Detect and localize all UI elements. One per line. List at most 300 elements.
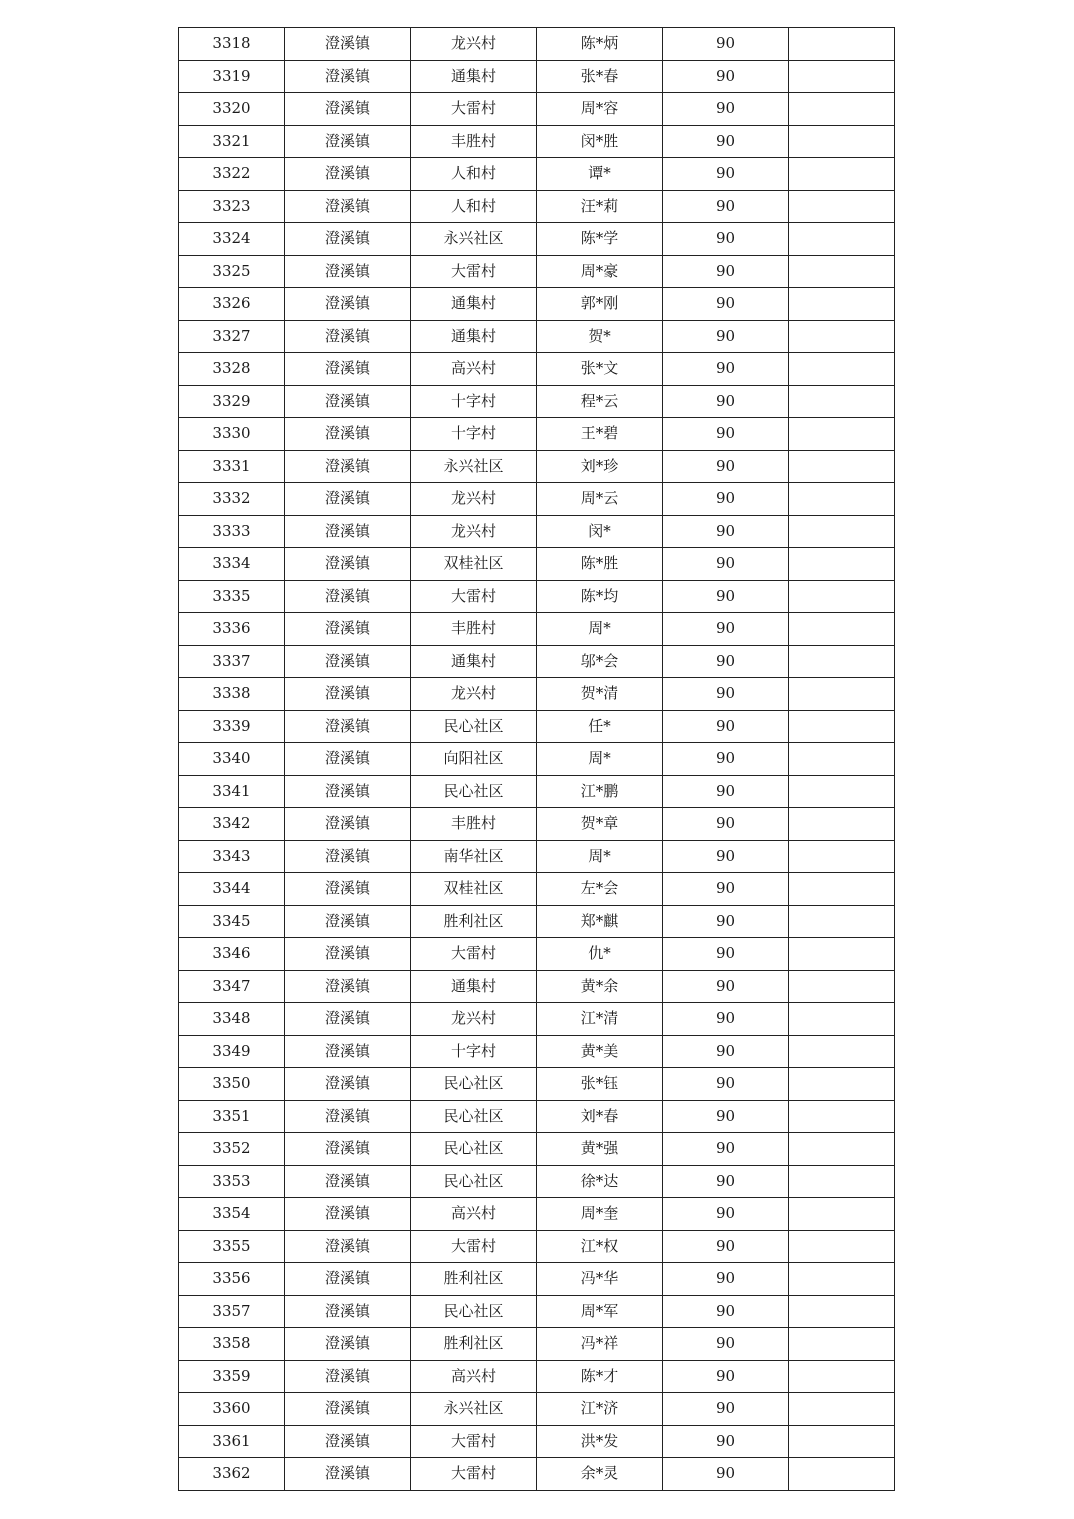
- note-cell: [789, 223, 895, 256]
- table-row: [179, 1458, 895, 1491]
- town-cell: 澄溪镇: [285, 1068, 411, 1101]
- table-row: [179, 710, 895, 743]
- village-cell: 龙兴村: [411, 678, 537, 711]
- town-cell: 澄溪镇: [285, 418, 411, 451]
- town-cell: 澄溪镇: [285, 1230, 411, 1263]
- amount-cell: 90: [663, 840, 789, 873]
- town-cell: 澄溪镇: [285, 450, 411, 483]
- row-number-cell: 3360: [179, 1393, 285, 1426]
- row-number-cell: 3324: [179, 223, 285, 256]
- note-cell: [789, 1003, 895, 1036]
- town-cell: 澄溪镇: [285, 938, 411, 971]
- row-number-cell: 3342: [179, 808, 285, 841]
- name-cell: 左*会: [537, 873, 663, 906]
- note-cell: [789, 1328, 895, 1361]
- note-cell: [789, 938, 895, 971]
- name-cell: 闵*: [537, 515, 663, 548]
- row-number-cell: 3346: [179, 938, 285, 971]
- amount-cell: 90: [663, 1068, 789, 1101]
- row-number-cell: 3333: [179, 515, 285, 548]
- town-cell: 澄溪镇: [285, 158, 411, 191]
- row-number-cell: 3329: [179, 385, 285, 418]
- town-cell: 澄溪镇: [285, 1263, 411, 1296]
- town-cell: 澄溪镇: [285, 288, 411, 321]
- note-cell: [789, 645, 895, 678]
- row-number-cell: 3325: [179, 255, 285, 288]
- name-cell: 周*: [537, 840, 663, 873]
- table-row: [179, 28, 895, 61]
- note-cell: [789, 385, 895, 418]
- amount-cell: 90: [663, 515, 789, 548]
- table-row: [179, 1360, 895, 1393]
- row-number-cell: 3356: [179, 1263, 285, 1296]
- village-cell: 大雷村: [411, 1425, 537, 1458]
- note-cell: [789, 1100, 895, 1133]
- town-cell: 澄溪镇: [285, 353, 411, 386]
- amount-cell: 90: [663, 938, 789, 971]
- note-cell: [789, 1425, 895, 1458]
- town-cell: 澄溪镇: [285, 1458, 411, 1491]
- note-cell: [789, 515, 895, 548]
- amount-cell: 90: [663, 1165, 789, 1198]
- table-row: [179, 223, 895, 256]
- name-cell: 江*济: [537, 1393, 663, 1426]
- table-row: [179, 743, 895, 776]
- row-number-cell: 3334: [179, 548, 285, 581]
- name-cell: 王*碧: [537, 418, 663, 451]
- name-cell: 贺*清: [537, 678, 663, 711]
- village-cell: 大雷村: [411, 580, 537, 613]
- row-number-cell: 3354: [179, 1198, 285, 1231]
- table-row: [179, 1003, 895, 1036]
- name-cell: 周*: [537, 613, 663, 646]
- note-cell: [789, 710, 895, 743]
- village-cell: 通集村: [411, 645, 537, 678]
- village-cell: 人和村: [411, 158, 537, 191]
- town-cell: 澄溪镇: [285, 840, 411, 873]
- table-row: [179, 255, 895, 288]
- row-number-cell: 3323: [179, 190, 285, 223]
- row-number-cell: 3344: [179, 873, 285, 906]
- town-cell: 澄溪镇: [285, 1328, 411, 1361]
- note-cell: [789, 1393, 895, 1426]
- village-cell: 高兴村: [411, 353, 537, 386]
- table-row: [179, 288, 895, 321]
- town-cell: 澄溪镇: [285, 1100, 411, 1133]
- name-cell: 刘*春: [537, 1100, 663, 1133]
- amount-cell: 90: [663, 1328, 789, 1361]
- village-cell: 高兴村: [411, 1198, 537, 1231]
- amount-cell: 90: [663, 93, 789, 126]
- name-cell: 陈*均: [537, 580, 663, 613]
- name-cell: 仇*: [537, 938, 663, 971]
- village-cell: 高兴村: [411, 1360, 537, 1393]
- town-cell: 澄溪镇: [285, 1198, 411, 1231]
- table-row: [179, 93, 895, 126]
- note-cell: [789, 1035, 895, 1068]
- note-cell: [789, 60, 895, 93]
- town-cell: 澄溪镇: [285, 775, 411, 808]
- table-row: [179, 418, 895, 451]
- amount-cell: 90: [663, 1100, 789, 1133]
- village-cell: 民心社区: [411, 1295, 537, 1328]
- town-cell: 澄溪镇: [285, 1393, 411, 1426]
- village-cell: 民心社区: [411, 775, 537, 808]
- town-cell: 澄溪镇: [285, 645, 411, 678]
- town-cell: 澄溪镇: [285, 515, 411, 548]
- amount-cell: 90: [663, 1035, 789, 1068]
- name-cell: 黄*美: [537, 1035, 663, 1068]
- town-cell: 澄溪镇: [285, 190, 411, 223]
- amount-cell: 90: [663, 288, 789, 321]
- amount-cell: 90: [663, 1360, 789, 1393]
- amount-cell: 90: [663, 223, 789, 256]
- row-number-cell: 3355: [179, 1230, 285, 1263]
- amount-cell: 90: [663, 905, 789, 938]
- name-cell: 黄*余: [537, 970, 663, 1003]
- table-row: [179, 808, 895, 841]
- town-cell: 澄溪镇: [285, 1133, 411, 1166]
- name-cell: 陈*学: [537, 223, 663, 256]
- name-cell: 周*云: [537, 483, 663, 516]
- town-cell: 澄溪镇: [285, 320, 411, 353]
- row-number-cell: 3330: [179, 418, 285, 451]
- table-row: [179, 645, 895, 678]
- town-cell: 澄溪镇: [285, 125, 411, 158]
- table-row: [179, 1263, 895, 1296]
- name-cell: 冯*祥: [537, 1328, 663, 1361]
- note-cell: [789, 28, 895, 61]
- note-cell: [789, 93, 895, 126]
- name-cell: 冯*华: [537, 1263, 663, 1296]
- table-row: [179, 1425, 895, 1458]
- table-row: [179, 385, 895, 418]
- village-cell: 永兴社区: [411, 223, 537, 256]
- row-number-cell: 3321: [179, 125, 285, 158]
- row-number-cell: 3350: [179, 1068, 285, 1101]
- note-cell: [789, 1068, 895, 1101]
- amount-cell: 90: [663, 775, 789, 808]
- amount-cell: 90: [663, 548, 789, 581]
- note-cell: [789, 1263, 895, 1296]
- table-row: [179, 1165, 895, 1198]
- table-row: [179, 905, 895, 938]
- village-cell: 双桂社区: [411, 548, 537, 581]
- village-cell: 民心社区: [411, 1068, 537, 1101]
- town-cell: 澄溪镇: [285, 1360, 411, 1393]
- amount-cell: 90: [663, 60, 789, 93]
- amount-cell: 90: [663, 710, 789, 743]
- village-cell: 十字村: [411, 1035, 537, 1068]
- town-cell: 澄溪镇: [285, 808, 411, 841]
- amount-cell: 90: [663, 1003, 789, 1036]
- row-number-cell: 3337: [179, 645, 285, 678]
- name-cell: 刘*珍: [537, 450, 663, 483]
- town-cell: 澄溪镇: [285, 613, 411, 646]
- name-cell: 周*: [537, 743, 663, 776]
- town-cell: 澄溪镇: [285, 1003, 411, 1036]
- town-cell: 澄溪镇: [285, 28, 411, 61]
- name-cell: 汪*莉: [537, 190, 663, 223]
- row-number-cell: 3362: [179, 1458, 285, 1491]
- table-row: [179, 320, 895, 353]
- town-cell: 澄溪镇: [285, 1425, 411, 1458]
- village-cell: 民心社区: [411, 1100, 537, 1133]
- table-row: [179, 1393, 895, 1426]
- row-number-cell: 3318: [179, 28, 285, 61]
- village-cell: 人和村: [411, 190, 537, 223]
- town-cell: 澄溪镇: [285, 905, 411, 938]
- name-cell: 张*文: [537, 353, 663, 386]
- note-cell: [789, 1133, 895, 1166]
- row-number-cell: 3349: [179, 1035, 285, 1068]
- note-cell: [789, 548, 895, 581]
- name-cell: 洪*发: [537, 1425, 663, 1458]
- note-cell: [789, 1458, 895, 1491]
- row-number-cell: 3347: [179, 970, 285, 1003]
- name-cell: 周*容: [537, 93, 663, 126]
- row-number-cell: 3331: [179, 450, 285, 483]
- town-cell: 澄溪镇: [285, 873, 411, 906]
- roster-table: [178, 27, 895, 1491]
- note-cell: [789, 905, 895, 938]
- village-cell: 龙兴村: [411, 1003, 537, 1036]
- name-cell: 江*权: [537, 1230, 663, 1263]
- village-cell: 双桂社区: [411, 873, 537, 906]
- amount-cell: 90: [663, 678, 789, 711]
- table-row: [179, 125, 895, 158]
- amount-cell: 90: [663, 808, 789, 841]
- village-cell: 丰胜村: [411, 125, 537, 158]
- table-row: [179, 60, 895, 93]
- town-cell: 澄溪镇: [285, 60, 411, 93]
- village-cell: 大雷村: [411, 255, 537, 288]
- row-number-cell: 3361: [179, 1425, 285, 1458]
- amount-cell: 90: [663, 320, 789, 353]
- note-cell: [789, 158, 895, 191]
- village-cell: 大雷村: [411, 1458, 537, 1491]
- note-cell: [789, 255, 895, 288]
- name-cell: 周*奎: [537, 1198, 663, 1231]
- name-cell: 贺*章: [537, 808, 663, 841]
- note-cell: [789, 743, 895, 776]
- amount-cell: 90: [663, 613, 789, 646]
- town-cell: 澄溪镇: [285, 1165, 411, 1198]
- village-cell: 龙兴村: [411, 515, 537, 548]
- village-cell: 通集村: [411, 60, 537, 93]
- village-cell: 丰胜村: [411, 808, 537, 841]
- amount-cell: 90: [663, 28, 789, 61]
- table-row: [179, 1100, 895, 1133]
- table-row: [179, 970, 895, 1003]
- name-cell: 张*春: [537, 60, 663, 93]
- name-cell: 陈*才: [537, 1360, 663, 1393]
- village-cell: 南华社区: [411, 840, 537, 873]
- town-cell: 澄溪镇: [285, 385, 411, 418]
- note-cell: [789, 678, 895, 711]
- row-number-cell: 3322: [179, 158, 285, 191]
- village-cell: 永兴社区: [411, 450, 537, 483]
- town-cell: 澄溪镇: [285, 970, 411, 1003]
- note-cell: [789, 775, 895, 808]
- name-cell: 陈*胜: [537, 548, 663, 581]
- amount-cell: 90: [663, 743, 789, 776]
- town-cell: 澄溪镇: [285, 93, 411, 126]
- row-number-cell: 3326: [179, 288, 285, 321]
- note-cell: [789, 613, 895, 646]
- village-cell: 胜利社区: [411, 905, 537, 938]
- town-cell: 澄溪镇: [285, 1035, 411, 1068]
- row-number-cell: 3319: [179, 60, 285, 93]
- amount-cell: 90: [663, 158, 789, 191]
- amount-cell: 90: [663, 1295, 789, 1328]
- note-cell: [789, 1165, 895, 1198]
- table-row: [179, 1295, 895, 1328]
- village-cell: 民心社区: [411, 1133, 537, 1166]
- row-number-cell: 3352: [179, 1133, 285, 1166]
- table-row: [179, 580, 895, 613]
- note-cell: [789, 320, 895, 353]
- town-cell: 澄溪镇: [285, 710, 411, 743]
- table-row: [179, 1328, 895, 1361]
- town-cell: 澄溪镇: [285, 223, 411, 256]
- table-row: [179, 613, 895, 646]
- amount-cell: 90: [663, 190, 789, 223]
- table-row: [179, 1230, 895, 1263]
- table-row: [179, 775, 895, 808]
- amount-cell: 90: [663, 1198, 789, 1231]
- table-row: [179, 158, 895, 191]
- village-cell: 胜利社区: [411, 1328, 537, 1361]
- table-row: [179, 938, 895, 971]
- note-cell: [789, 808, 895, 841]
- row-number-cell: 3351: [179, 1100, 285, 1133]
- village-cell: 大雷村: [411, 1230, 537, 1263]
- table-row: [179, 1133, 895, 1166]
- village-cell: 向阳社区: [411, 743, 537, 776]
- name-cell: 邬*会: [537, 645, 663, 678]
- name-cell: 徐*达: [537, 1165, 663, 1198]
- village-cell: 龙兴村: [411, 483, 537, 516]
- table-row: [179, 873, 895, 906]
- table-row: [179, 678, 895, 711]
- village-cell: 通集村: [411, 288, 537, 321]
- amount-cell: 90: [663, 1393, 789, 1426]
- amount-cell: 90: [663, 125, 789, 158]
- amount-cell: 90: [663, 873, 789, 906]
- note-cell: [789, 873, 895, 906]
- town-cell: 澄溪镇: [285, 1295, 411, 1328]
- table-row: [179, 1068, 895, 1101]
- table-row: [179, 515, 895, 548]
- row-number-cell: 3339: [179, 710, 285, 743]
- table-row: [179, 353, 895, 386]
- note-cell: [789, 125, 895, 158]
- table-row: [179, 190, 895, 223]
- table-row: [179, 450, 895, 483]
- village-cell: 民心社区: [411, 710, 537, 743]
- row-number-cell: 3327: [179, 320, 285, 353]
- row-number-cell: 3348: [179, 1003, 285, 1036]
- amount-cell: 90: [663, 1458, 789, 1491]
- name-cell: 谭*: [537, 158, 663, 191]
- name-cell: 张*钰: [537, 1068, 663, 1101]
- name-cell: 江*清: [537, 1003, 663, 1036]
- name-cell: 周*豪: [537, 255, 663, 288]
- town-cell: 澄溪镇: [285, 255, 411, 288]
- name-cell: 周*军: [537, 1295, 663, 1328]
- note-cell: [789, 970, 895, 1003]
- note-cell: [789, 1230, 895, 1263]
- village-cell: 民心社区: [411, 1165, 537, 1198]
- amount-cell: 90: [663, 580, 789, 613]
- name-cell: 郭*刚: [537, 288, 663, 321]
- row-number-cell: 3343: [179, 840, 285, 873]
- row-number-cell: 3353: [179, 1165, 285, 1198]
- note-cell: [789, 840, 895, 873]
- note-cell: [789, 580, 895, 613]
- amount-cell: 90: [663, 418, 789, 451]
- amount-cell: 90: [663, 385, 789, 418]
- table-row: [179, 548, 895, 581]
- town-cell: 澄溪镇: [285, 678, 411, 711]
- row-number-cell: 3332: [179, 483, 285, 516]
- village-cell: 丰胜村: [411, 613, 537, 646]
- table-row: [179, 483, 895, 516]
- table-row: [179, 1198, 895, 1231]
- village-cell: 十字村: [411, 418, 537, 451]
- row-number-cell: 3341: [179, 775, 285, 808]
- village-cell: 胜利社区: [411, 1263, 537, 1296]
- note-cell: [789, 353, 895, 386]
- name-cell: 陈*炳: [537, 28, 663, 61]
- name-cell: 郑*麒: [537, 905, 663, 938]
- name-cell: 闵*胜: [537, 125, 663, 158]
- name-cell: 余*灵: [537, 1458, 663, 1491]
- town-cell: 澄溪镇: [285, 580, 411, 613]
- row-number-cell: 3335: [179, 580, 285, 613]
- row-number-cell: 3320: [179, 93, 285, 126]
- village-cell: 通集村: [411, 970, 537, 1003]
- roster-table-body: [179, 28, 895, 1491]
- amount-cell: 90: [663, 970, 789, 1003]
- table-row: [179, 840, 895, 873]
- amount-cell: 90: [663, 645, 789, 678]
- amount-cell: 90: [663, 255, 789, 288]
- row-number-cell: 3358: [179, 1328, 285, 1361]
- row-number-cell: 3340: [179, 743, 285, 776]
- note-cell: [789, 190, 895, 223]
- note-cell: [789, 1360, 895, 1393]
- table-row: [179, 1035, 895, 1068]
- village-cell: 大雷村: [411, 93, 537, 126]
- row-number-cell: 3338: [179, 678, 285, 711]
- village-cell: 龙兴村: [411, 28, 537, 61]
- note-cell: [789, 1295, 895, 1328]
- name-cell: 任*: [537, 710, 663, 743]
- amount-cell: 90: [663, 1133, 789, 1166]
- row-number-cell: 3328: [179, 353, 285, 386]
- amount-cell: 90: [663, 353, 789, 386]
- note-cell: [789, 288, 895, 321]
- village-cell: 通集村: [411, 320, 537, 353]
- amount-cell: 90: [663, 1425, 789, 1458]
- village-cell: 十字村: [411, 385, 537, 418]
- row-number-cell: 3336: [179, 613, 285, 646]
- note-cell: [789, 418, 895, 451]
- note-cell: [789, 1198, 895, 1231]
- row-number-cell: 3359: [179, 1360, 285, 1393]
